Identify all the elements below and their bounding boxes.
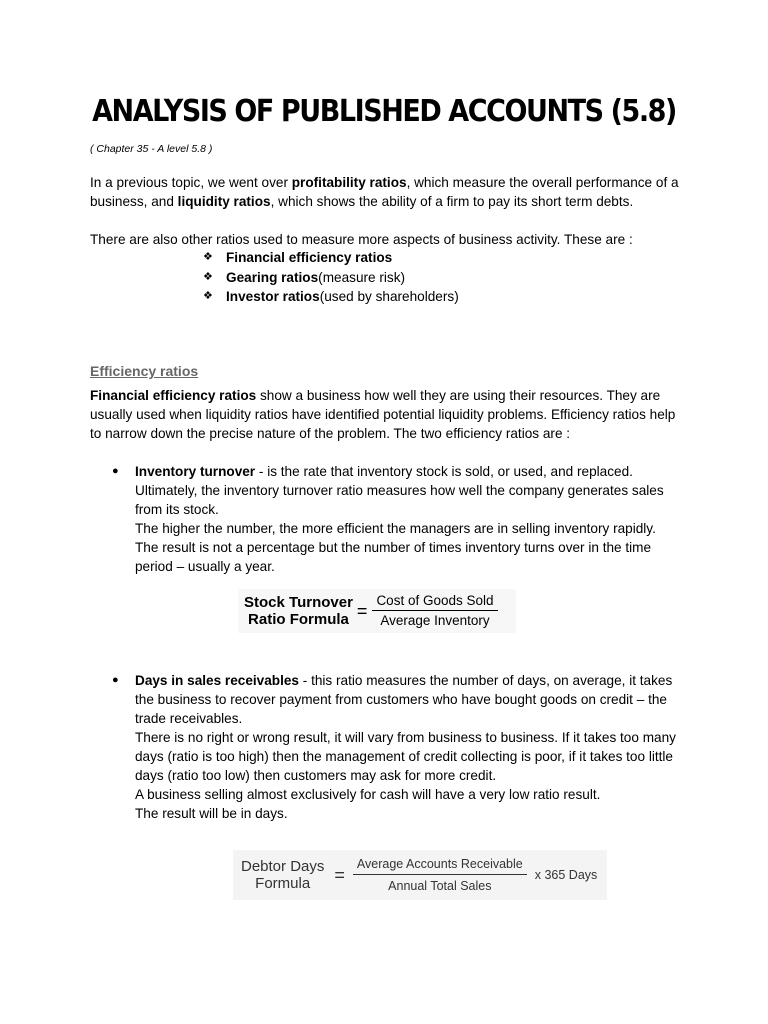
formula-multiplier: x 365 Days <box>534 867 598 882</box>
list-item-term: Gearing ratios <box>226 269 319 285</box>
formula-label-line: Formula <box>255 875 311 892</box>
bullet-icon: ● <box>112 674 119 686</box>
efficiency-paragraph <box>90 386 688 443</box>
diamond-bullet-icon: ❖ <box>203 290 213 303</box>
days-term: Days in sales receivables <box>135 673 299 688</box>
formula-label <box>241 858 324 892</box>
days-text: - this ratio measures the number of days, on average, it takes the business to recover payment from customers who have bought goods on credit – the trade receivables. <box>135 673 673 726</box>
inventory-turnover-item <box>112 462 692 576</box>
formula-label-line: Debtor Days <box>241 858 325 875</box>
formula-denominator: Annual Total Sales <box>388 878 492 893</box>
days-note: The result will be in days. <box>135 806 288 821</box>
formula-fraction <box>372 592 497 630</box>
formula-denominator: Average Inventory <box>380 613 490 628</box>
formula-numerator: Average Accounts Receivable <box>353 856 527 875</box>
bullet-icon: ● <box>112 465 119 477</box>
days-note: There is no right or wrong result, it will vary from business to business. If it takes too many days (ratio is too high) then the management of credit collecting is poor, if it takes too little days (ratio too low) then customers may ask for more credit. <box>135 730 676 783</box>
days-sales-receivables-item <box>112 671 692 823</box>
section-heading-efficiency: Efficiency ratios <box>90 363 199 379</box>
efficiency-term: Financial efficiency ratios <box>90 388 257 403</box>
debtor-days-formula <box>233 850 607 900</box>
intro-paragraph <box>90 173 688 211</box>
days-definition <box>135 671 692 728</box>
list-item-note: (used by shareholders) <box>319 289 459 305</box>
equals-sign: = <box>356 600 368 621</box>
days-note: A business selling almost exclusively for cash will have a very low ratio result. <box>135 787 601 802</box>
efficiency-text: show a business how well they are using their resources. They are usually used when liquidity ratios have identified potential liquidity problems. Efficiency ratios help to narrow down the precise nature of the problem. The two efficiency ratios are : <box>90 388 676 441</box>
inventory-note: The higher the number, the more efficient the managers are in selling inventory rapidly. <box>135 521 656 536</box>
list-item <box>203 287 459 307</box>
intro-text: , which measure the overall performance of a business, and <box>90 175 679 209</box>
list-item-term: Investor ratios <box>226 289 320 305</box>
list-item <box>203 248 459 268</box>
inventory-text: - is the rate that inventory stock is sold, or used, and replaced. Ultimately, the inventory turnover ratio measures how well the company generates sales from its stock. <box>135 464 664 517</box>
profitability-ratios-term: profitability ratios <box>291 175 407 190</box>
diamond-bullet-icon: ❖ <box>203 270 213 283</box>
ratio-list <box>203 248 459 307</box>
liquidity-ratios-term: liquidity ratios <box>177 194 271 209</box>
inventory-definition <box>135 462 692 519</box>
formula-numerator: Cost of Goods Sold <box>372 592 497 611</box>
chapter-reference: ( Chapter 35 - A level 5.8 ) <box>90 143 213 155</box>
formula-label-line: Ratio Formula <box>248 611 349 628</box>
inventory-term: Inventory turnover <box>135 464 256 479</box>
intro-text: In a previous topic, we went over <box>90 175 292 190</box>
page-title: ANALYSIS OF PUBLISHED ACCOUNTS (5.8) <box>92 94 676 129</box>
inventory-note: The result is not a percentage but the number of times inventory turns over in the time period – usually a year. <box>135 540 652 574</box>
list-item-note: (measure risk) <box>318 269 406 285</box>
list-item-term: Financial efficiency ratios <box>226 250 393 266</box>
formula-label <box>244 594 353 628</box>
other-ratios-paragraph: There are also other ratios used to measure more aspects of business activity. These are : <box>90 232 633 247</box>
diamond-bullet-icon: ❖ <box>203 251 213 264</box>
formula-label-line: Stock Turnover <box>244 594 353 611</box>
formula-fraction <box>353 856 527 895</box>
stock-turnover-formula <box>238 589 516 633</box>
list-item <box>203 268 459 288</box>
intro-text: , which shows the ability of a firm to pay its short term debts. <box>270 194 634 209</box>
equals-sign: = <box>334 864 345 885</box>
